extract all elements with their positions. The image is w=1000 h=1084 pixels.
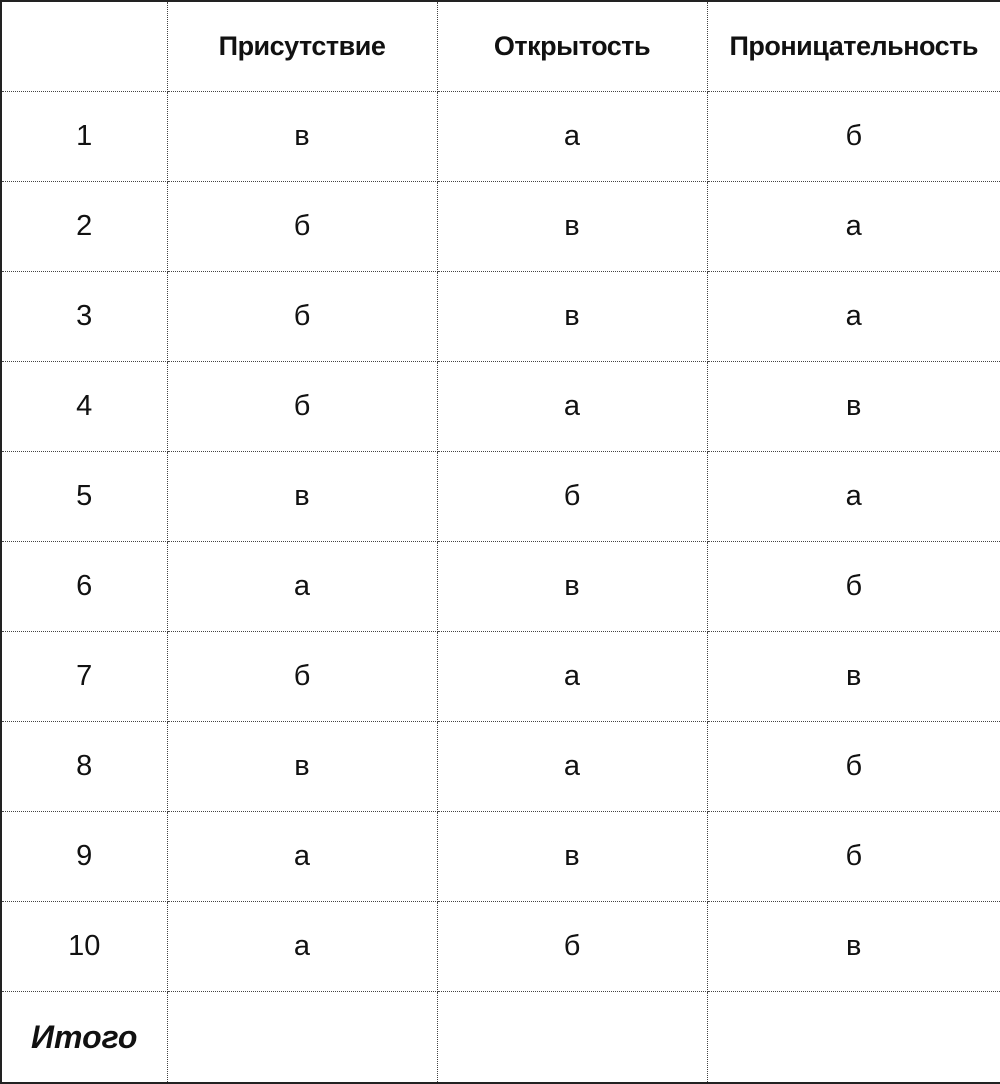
answer-cell: б [707,812,1000,902]
table-row [1,91,1000,181]
answer-cell: б [437,902,707,992]
header-corner-cell [1,1,167,91]
row-number: 5 [1,451,167,541]
total-label: Итого [1,992,167,1083]
row-number: 9 [1,812,167,902]
table-row [1,271,1000,361]
answer-cell: б [167,271,437,361]
table-row [1,541,1000,631]
answer-cell: б [707,91,1000,181]
answer-cell: б [167,181,437,271]
answer-cell: в [707,631,1000,721]
row-number: 2 [1,181,167,271]
row-number: 6 [1,541,167,631]
table-row [1,722,1000,812]
answer-cell: б [167,631,437,721]
answer-cell: в [167,451,437,541]
header-presence: Присутствие [167,1,437,91]
answer-cell: б [437,451,707,541]
header-row [1,1,1000,91]
answer-cell: в [707,361,1000,451]
row-number: 8 [1,722,167,812]
table-row [1,181,1000,271]
header-openness: Открытость [437,1,707,91]
answer-cell: а [707,181,1000,271]
row-number: 1 [1,91,167,181]
answer-cell: а [167,812,437,902]
answer-cell: а [167,902,437,992]
answer-cell: а [437,722,707,812]
total-presence-cell[interactable] [167,992,437,1083]
total-insight-cell[interactable] [707,992,1000,1083]
table-row [1,631,1000,721]
answer-cell: б [167,361,437,451]
answer-cell: а [707,451,1000,541]
answer-cell: в [437,271,707,361]
answer-cell: в [437,541,707,631]
answer-cell: а [437,361,707,451]
row-number: 10 [1,902,167,992]
table-row [1,451,1000,541]
answer-cell: в [167,91,437,181]
answer-cell: в [707,902,1000,992]
row-number: 3 [1,271,167,361]
answer-cell: в [437,812,707,902]
answer-cell: а [707,271,1000,361]
table-row [1,812,1000,902]
table-row [1,902,1000,992]
answer-cell: а [437,91,707,181]
answer-cell: б [707,722,1000,812]
answer-cell: а [167,541,437,631]
row-number: 4 [1,361,167,451]
header-insight: Проницательность [707,1,1000,91]
answer-cell: а [437,631,707,721]
total-row [1,992,1000,1083]
answer-cell: в [437,181,707,271]
answer-cell: б [707,541,1000,631]
total-openness-cell[interactable] [437,992,707,1083]
row-number: 7 [1,631,167,721]
answer-cell: в [167,722,437,812]
table-row [1,361,1000,451]
